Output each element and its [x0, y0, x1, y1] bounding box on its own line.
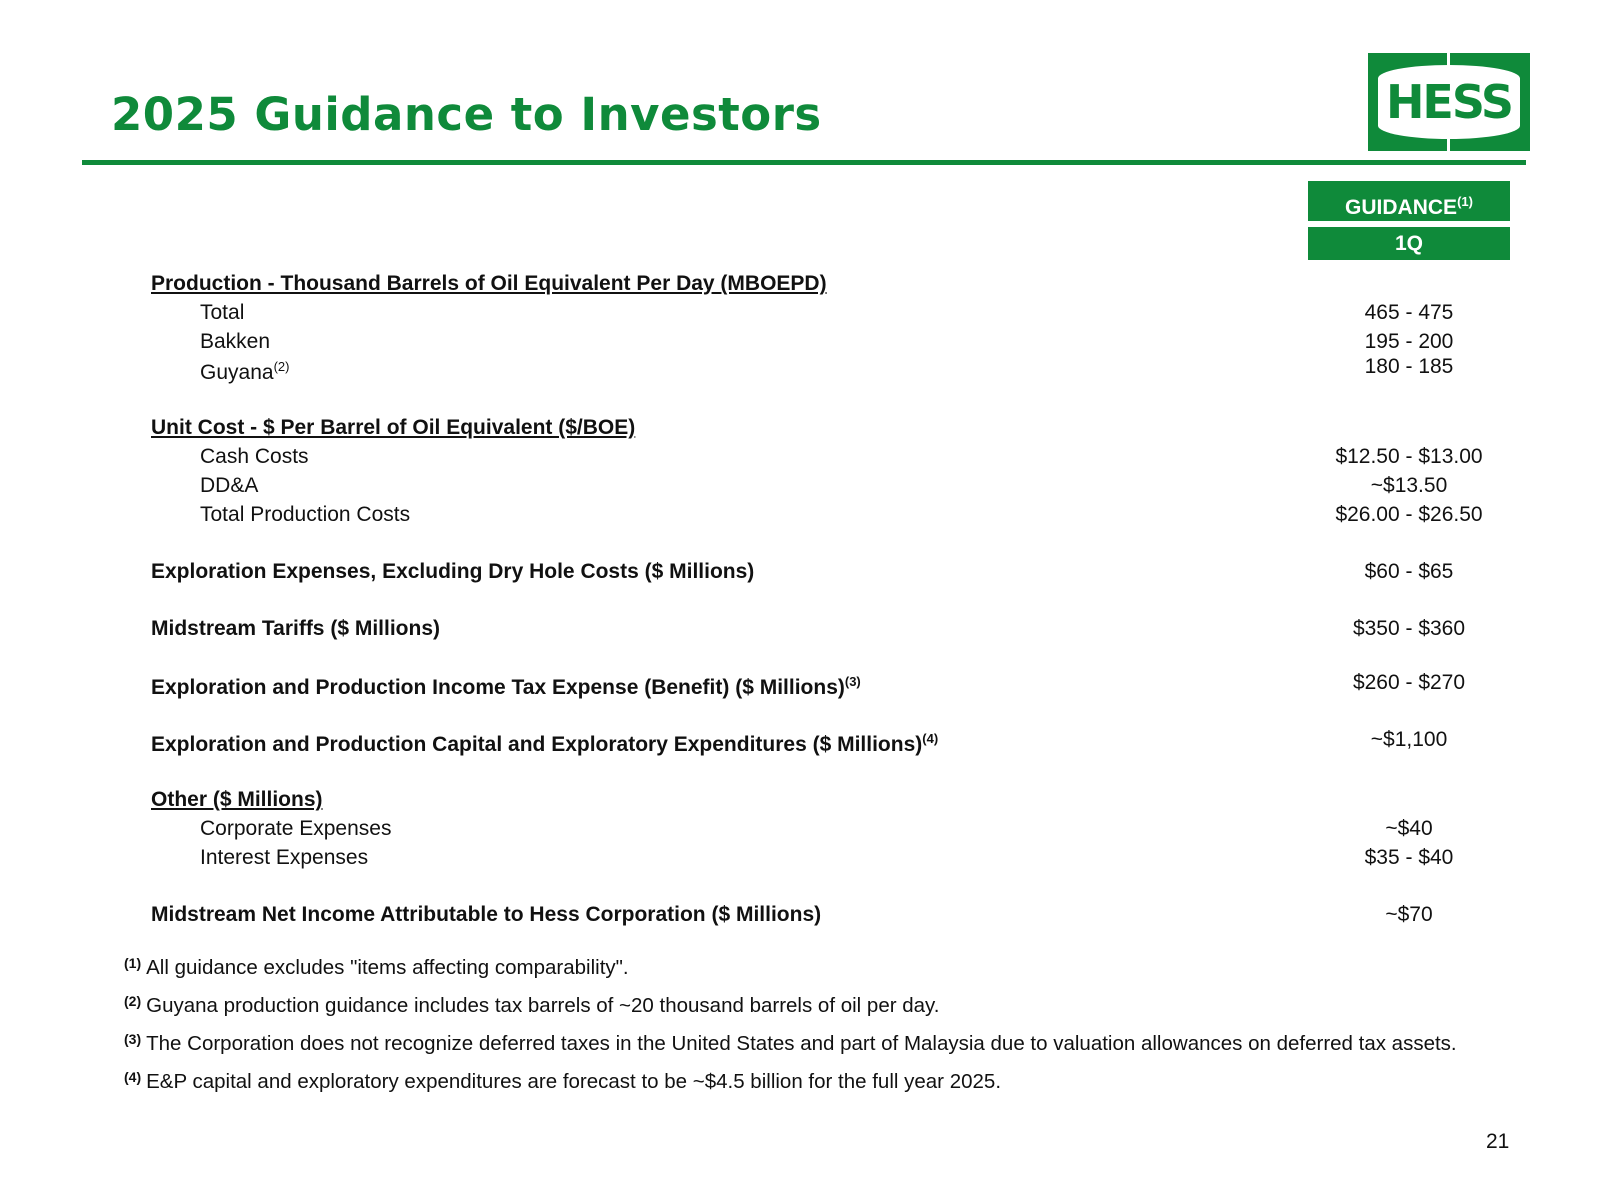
logo-text: HESS	[1385, 75, 1513, 129]
row-label	[151, 674, 861, 700]
table-row	[0, 617, 1600, 647]
footnote-mark: (3)	[124, 1031, 142, 1047]
production-heading-row	[0, 272, 1600, 302]
table-row	[0, 817, 1600, 847]
row-label: Midstream Tariffs ($ Millions)	[151, 617, 440, 640]
row-value: $26.00 - $26.50	[1335, 503, 1483, 526]
footnote-ref: (3)	[844, 674, 861, 689]
page-number: 21	[1486, 1130, 1510, 1153]
row-value: $350 - $360	[1352, 617, 1466, 640]
row-label: Total Production Costs	[200, 503, 411, 526]
table-row	[0, 445, 1600, 475]
footnote-ref: (2)	[273, 359, 290, 374]
footnote	[124, 993, 939, 1018]
footnote-text: The Corporation does not recognize deferred taxes in the United States and part of Malaysia due to valuation allowances on deferred tax assets.	[146, 1032, 1457, 1055]
row-label: Total	[200, 301, 245, 324]
row-value: $260 - $270	[1352, 671, 1466, 694]
row-label	[200, 359, 289, 385]
row-label	[151, 731, 938, 757]
unit-cost-heading: Unit Cost - $ Per Barrel of Oil Equivalent ($/BOE)	[151, 416, 636, 439]
row-value: $12.50 - $13.00	[1335, 445, 1483, 468]
table-row	[0, 474, 1600, 504]
row-value: 195 - 200	[1364, 330, 1454, 353]
row-value: ~$1,100	[1370, 728, 1448, 751]
footnote-ref: (4)	[922, 731, 939, 746]
table-row	[0, 560, 1600, 590]
row-value: ~$40	[1385, 817, 1433, 840]
row-label: Bakken	[200, 330, 271, 353]
table-row	[0, 903, 1600, 933]
guidance-header	[1308, 181, 1510, 221]
footnote	[124, 955, 629, 980]
footnote-text: Guyana production guidance includes tax barrels of ~20 thousand barrels of oil per day.	[146, 994, 940, 1017]
footnote	[124, 1069, 1001, 1094]
footnote-text: All guidance excludes "items affecting comparability".	[146, 956, 629, 979]
production-heading: Production - Thousand Barrels of Oil Equivalent Per Day (MBOEPD)	[151, 272, 827, 295]
row-value: $60 - $65	[1364, 560, 1454, 583]
guidance-header-label: GUIDANCE	[1345, 196, 1458, 219]
period-header: 1Q	[1308, 227, 1510, 260]
income-tax-label: Exploration and Production Income Tax Expense (Benefit) ($ Millions)	[151, 676, 845, 699]
table-row	[0, 728, 1600, 761]
row-value: ~$70	[1385, 903, 1433, 926]
other-heading: Other ($ Millions)	[151, 788, 323, 811]
row-label: DD&A	[200, 474, 259, 497]
table-row	[0, 671, 1600, 704]
row-label: Midstream Net Income Attributable to Hess Corporation ($ Millions)	[151, 903, 822, 926]
guyana-label: Guyana	[200, 361, 274, 384]
hess-logo	[1368, 53, 1530, 151]
table-row	[0, 846, 1600, 876]
footnote-mark: (4)	[124, 1069, 142, 1085]
row-value: ~$13.50	[1370, 474, 1448, 497]
table-row	[0, 301, 1600, 331]
row-value: 180 - 185	[1364, 355, 1454, 378]
footnote-mark: (2)	[124, 993, 142, 1009]
row-label: Exploration Expenses, Excluding Dry Hole Costs ($ Millions)	[151, 560, 755, 583]
row-label: Interest Expenses	[200, 846, 369, 869]
unit-cost-heading-row	[0, 416, 1600, 446]
title-divider	[82, 160, 1526, 165]
footnote	[124, 1031, 1457, 1056]
table-row	[0, 503, 1600, 533]
footnote-text: E&P capital and exploratory expenditures are forecast to be ~$4.5 billion for the full year 2025.	[146, 1070, 1002, 1093]
row-value: $35 - $40	[1364, 846, 1454, 869]
row-label: Corporate Expenses	[200, 817, 392, 840]
row-value: 465 - 475	[1364, 301, 1454, 324]
other-heading-row	[0, 788, 1600, 818]
guidance-header-ref: (1)	[1457, 194, 1473, 209]
row-label: Cash Costs	[200, 445, 309, 468]
table-row	[0, 355, 1600, 389]
capex-label: Exploration and Production Capital and Exploratory Expenditures ($ Millions)	[151, 733, 923, 756]
page-title: 2025 Guidance to Investors	[111, 88, 822, 141]
footnote-mark: (1)	[124, 955, 142, 971]
